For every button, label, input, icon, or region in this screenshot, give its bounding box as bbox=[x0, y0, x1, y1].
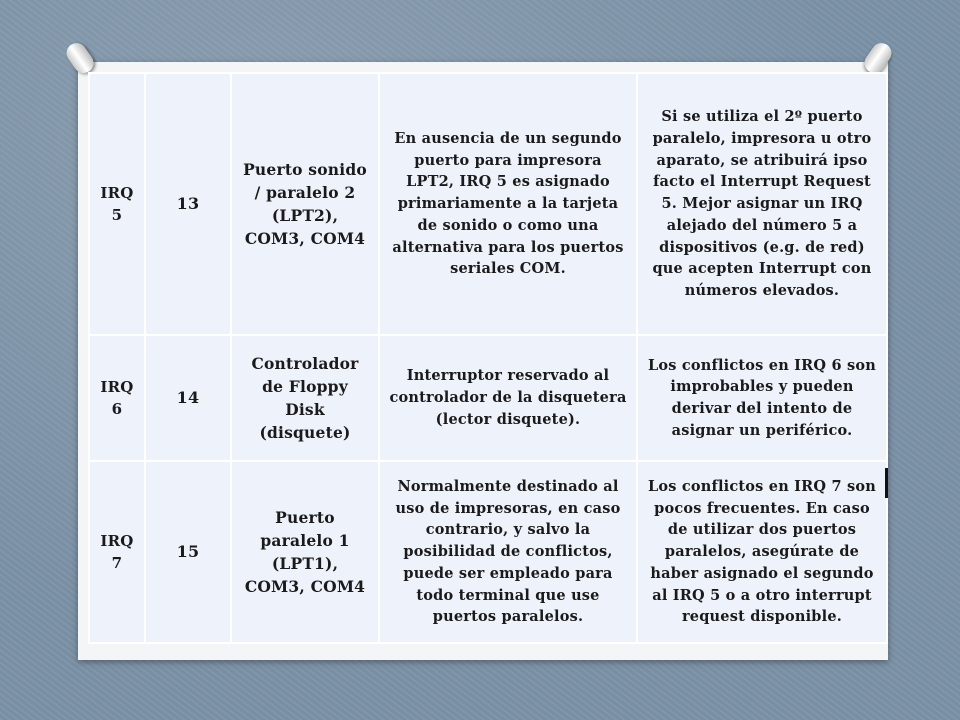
note-cell: Los conflictos en IRQ 6 son improbables y pueden derivar del intento de asignar un periférico. bbox=[637, 335, 887, 461]
interrupt-number-cell: 13 bbox=[145, 73, 231, 335]
irq-label: IRQ bbox=[100, 531, 134, 550]
irq-table bbox=[88, 72, 888, 644]
edge-marker bbox=[885, 468, 888, 498]
note-cell: Si se utiliza el 2º puerto paralelo, impresora u otro aparato, se atribuirá ipso facto el Interrupt Request 5. Mejor asignar un IRQ alejado del número 5 a dispositivos (e.g. de red) que acepten Interrupt con números elevados. bbox=[637, 73, 887, 335]
interrupt-number-cell: 15 bbox=[145, 461, 231, 643]
description-cell: Interruptor reservado al controlador de la disquetera (lector disquete). bbox=[379, 335, 637, 461]
irq-number: 6 bbox=[111, 400, 123, 418]
irq-label: IRQ bbox=[100, 377, 134, 396]
note-cell: Los conflictos en IRQ 7 son pocos frecuentes. En caso de utilizar dos puertos paralelos, asegúrate de haber asignado el segundo al IRQ 5 o a otro interrupt request disponible. bbox=[637, 461, 887, 643]
interrupt-number-cell: 14 bbox=[145, 335, 231, 461]
irq-cell bbox=[89, 461, 145, 643]
irq-number: 7 bbox=[111, 554, 123, 572]
device-cell: Controlador de Floppy Disk (disquete) bbox=[231, 335, 379, 461]
device-cell: Puerto paralelo 1 (LPT1), COM3, COM4 bbox=[231, 461, 379, 643]
table-row bbox=[89, 73, 887, 335]
irq-cell bbox=[89, 335, 145, 461]
table-row bbox=[89, 461, 887, 643]
irq-cell bbox=[89, 73, 145, 335]
irq-number: 5 bbox=[111, 206, 123, 224]
device-cell: Puerto sonido / paralelo 2 (LPT2), COM3, COM4 bbox=[231, 73, 379, 335]
table-row bbox=[89, 335, 887, 461]
description-cell: En ausencia de un segundo puerto para impresora LPT2, IRQ 5 es asignado primariamente a la tarjeta de sonido o como una alternativa para los puertos seriales COM. bbox=[379, 73, 637, 335]
description-cell: Normalmente destinado al uso de impresoras, en caso contrario, y salvo la posibilidad de conflictos, puede ser empleado para todo terminal que use puertos paralelos. bbox=[379, 461, 637, 643]
irq-label: IRQ bbox=[100, 183, 134, 202]
